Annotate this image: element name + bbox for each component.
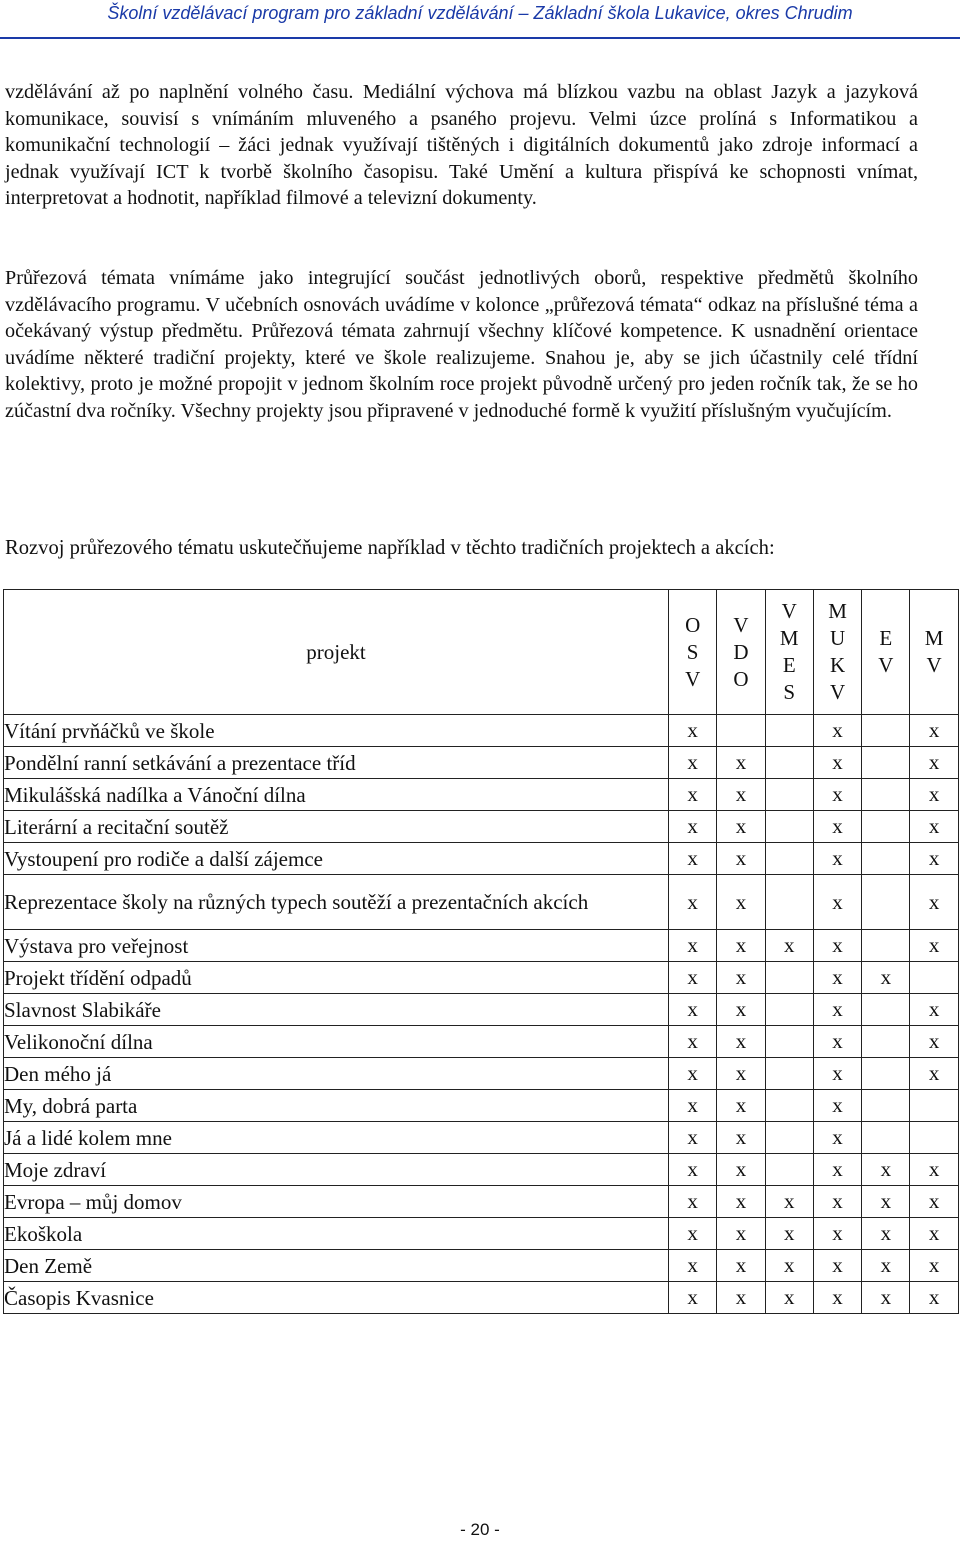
topic-mark-cell [765, 811, 813, 843]
topic-mark-cell: x [669, 962, 717, 994]
topic-mark-cell: x [813, 994, 861, 1026]
topic-mark-cell: x [669, 1154, 717, 1186]
topic-mark-cell [862, 1090, 910, 1122]
topic-mark-cell: x [910, 1186, 958, 1218]
topic-mark-cell [862, 1122, 910, 1154]
page-header [0, 0, 960, 40]
table-row [4, 930, 959, 962]
topic-mark-cell: x [717, 1282, 765, 1314]
table-row [4, 779, 959, 811]
project-name-cell: Vystoupení pro rodiče a další zájemce [4, 843, 669, 875]
topic-mark-cell: x [813, 779, 861, 811]
topic-mark-cell: x [669, 930, 717, 962]
topic-mark-cell: x [862, 1186, 910, 1218]
topic-mark-cell: x [910, 747, 958, 779]
project-name-cell: Výstava pro veřejnost [4, 930, 669, 962]
topic-mark-cell: x [910, 715, 958, 747]
header-title: Školní vzdělávací program pro základní vzdělávání – Základní škola Lukavice, okres Chrudim [107, 3, 853, 23]
topic-mark-cell: x [717, 779, 765, 811]
table-row [4, 962, 959, 994]
table-row [4, 843, 959, 875]
topic-mark-cell: x [717, 1122, 765, 1154]
topic-mark-cell: x [669, 747, 717, 779]
project-name-cell: Ekoškola [4, 1218, 669, 1250]
topic-mark-cell [862, 747, 910, 779]
column-header-letter: V [829, 680, 846, 704]
table-header-row [4, 590, 959, 715]
table-row [4, 1186, 959, 1218]
topic-mark-cell [765, 779, 813, 811]
project-name-cell: Já a lidé kolem mne [4, 1122, 669, 1154]
table-row [4, 1250, 959, 1282]
topic-mark-cell: x [669, 1250, 717, 1282]
topic-mark-cell: x [765, 930, 813, 962]
topic-mark-cell: x [862, 1250, 910, 1282]
topic-mark-cell [765, 843, 813, 875]
topic-mark-cell [765, 1154, 813, 1186]
column-header-letter: O [733, 666, 749, 691]
topic-mark-cell [862, 1026, 910, 1058]
column-header-letter: V [878, 653, 894, 677]
topic-mark-cell [765, 962, 813, 994]
project-name-cell: Časopis Kvasnice [4, 1282, 669, 1314]
topic-mark-cell: x [669, 994, 717, 1026]
topic-mark-cell [765, 715, 813, 747]
project-name-cell: Slavnost Slabikáře [4, 994, 669, 1026]
topic-mark-cell: x [765, 1282, 813, 1314]
topic-mark-cell [765, 1122, 813, 1154]
table-row [4, 1154, 959, 1186]
column-header-osv [669, 590, 717, 715]
topic-mark-cell: x [669, 715, 717, 747]
topic-mark-cell [765, 747, 813, 779]
paragraph-media-education: vzdělávání až po naplnění volného času. Mediální výchova má blízkou vazbu na oblast Jazyk a jazyková komunikace, souvisí s vnímáním mluveného a psaného projevu. Velmi úzce prolíná s Informatikou a komunikační technologií – žáci jednak využívají tištěných i digitálních dokumentů jako zdroje informací a jednak využívají ICT k tvorbě školního časopisu. Také Umění a kultura přispívá ke schopnosti vnímat, interpretovat a hodnotit, například filmové a televizní dokumenty. [5, 81, 918, 210]
project-name-cell: Projekt třídění odpadů [4, 962, 669, 994]
topic-mark-cell: x [813, 1058, 861, 1090]
topic-mark-cell: x [669, 1218, 717, 1250]
project-name-cell: Velikonoční dílna [4, 1026, 669, 1058]
topic-mark-cell: x [717, 1090, 765, 1122]
table-row [4, 1218, 959, 1250]
topic-mark-cell [717, 715, 765, 747]
topic-mark-cell: x [717, 994, 765, 1026]
project-name-cell: My, dobrá parta [4, 1090, 669, 1122]
topic-mark-cell: x [910, 1250, 958, 1282]
topic-mark-cell [765, 875, 813, 930]
topic-mark-cell [862, 779, 910, 811]
topic-mark-cell: x [813, 1122, 861, 1154]
table-row [4, 1058, 959, 1090]
column-header-mukv [813, 590, 861, 715]
topic-mark-cell: x [862, 1282, 910, 1314]
topic-mark-cell: x [717, 930, 765, 962]
topic-mark-cell: x [862, 1154, 910, 1186]
column-header-letter: M [924, 626, 944, 650]
topic-mark-cell: x [669, 875, 717, 930]
topic-mark-cell: x [813, 811, 861, 843]
topic-mark-cell: x [910, 1154, 958, 1186]
topic-mark-cell: x [813, 1282, 861, 1314]
topic-mark-cell [910, 1090, 958, 1122]
column-header-letter: V [781, 599, 797, 623]
column-header-letter: E [879, 626, 893, 650]
column-header-letter: O [685, 612, 701, 637]
column-header-letter: U [829, 626, 846, 650]
topic-mark-cell: x [765, 1250, 813, 1282]
topic-mark-cell: x [813, 1154, 861, 1186]
topic-mark-cell [765, 1090, 813, 1122]
topic-mark-cell [910, 1122, 958, 1154]
table-row [4, 811, 959, 843]
column-header-letter: S [686, 639, 699, 664]
topic-mark-cell: x [669, 1122, 717, 1154]
topic-mark-cell: x [813, 875, 861, 930]
topic-mark-cell: x [813, 962, 861, 994]
project-name-cell: Den Země [4, 1250, 669, 1282]
project-name-cell: Mikulášská nadílka a Vánoční dílna [4, 779, 669, 811]
table-row [4, 1122, 959, 1154]
column-header-letter: M [828, 599, 847, 623]
topic-mark-cell: x [765, 1186, 813, 1218]
topic-mark-cell: x [717, 1026, 765, 1058]
topic-mark-cell: x [910, 779, 958, 811]
topic-mark-cell: x [813, 1090, 861, 1122]
topic-mark-cell [862, 715, 910, 747]
topic-mark-cell: x [813, 930, 861, 962]
project-name-cell: Vítání prvňáčků ve škole [4, 715, 669, 747]
project-name-cell: Moje zdraví [4, 1154, 669, 1186]
topic-mark-cell: x [813, 1218, 861, 1250]
topic-mark-cell: x [669, 1090, 717, 1122]
topic-mark-cell: x [910, 1218, 958, 1250]
topic-mark-cell: x [862, 962, 910, 994]
table-row [4, 994, 959, 1026]
column-header-letter: K [829, 653, 846, 677]
topic-mark-cell: x [910, 1058, 958, 1090]
topic-mark-cell: x [862, 1218, 910, 1250]
topic-mark-cell: x [813, 1026, 861, 1058]
topic-mark-cell: x [717, 1058, 765, 1090]
header-divider [0, 37, 960, 39]
table-row [4, 715, 959, 747]
topic-mark-cell: x [910, 1282, 958, 1314]
project-name-cell: Literární a recitační soutěž [4, 811, 669, 843]
topic-mark-cell: x [717, 875, 765, 930]
topic-mark-cell [765, 1026, 813, 1058]
topic-mark-cell: x [813, 747, 861, 779]
topic-mark-cell: x [717, 1250, 765, 1282]
column-header-letter: V [733, 612, 749, 637]
column-header-letter: S [783, 680, 796, 704]
topic-mark-cell: x [813, 1250, 861, 1282]
column-header-letter: V [926, 653, 942, 677]
topic-mark-cell [862, 1058, 910, 1090]
topic-mark-cell [862, 875, 910, 930]
topic-mark-cell: x [910, 811, 958, 843]
topic-mark-cell: x [717, 1218, 765, 1250]
topic-mark-cell: x [717, 1154, 765, 1186]
column-header-vmes [765, 590, 813, 715]
topic-mark-cell: x [717, 1186, 765, 1218]
topic-mark-cell: x [910, 875, 958, 930]
table-row [4, 1090, 959, 1122]
topic-mark-cell: x [813, 843, 861, 875]
topic-mark-cell [862, 843, 910, 875]
topic-mark-cell [765, 1058, 813, 1090]
topic-mark-cell: x [813, 715, 861, 747]
table-row [4, 1026, 959, 1058]
table-row [4, 875, 959, 930]
table-row [4, 1282, 959, 1314]
topic-mark-cell: x [717, 811, 765, 843]
topic-mark-cell: x [669, 811, 717, 843]
topic-mark-cell: x [717, 962, 765, 994]
project-name-cell: Evropa – můj domov [4, 1186, 669, 1218]
project-name-cell: Den mého já [4, 1058, 669, 1090]
paragraph-cross-curricular-topics: Průřezová témata vnímáme jako integrující součást jednotlivých oborů, respektive předmětů školního vzdělávacího programu. V učebních osnovách uvádíme v kolonce „průřezová témata“ odkaz na příslušné téma a očekávaný výstup předmětu. Průřezová témata zahrnují všechny klíčové kompetence. K usnadnění orientace uvádíme některé tradiční projekty, které ve škole realizujeme. Snahou je, aby se jich účastnily celé třídní kolektivy, proto je možné propojit v jednom školním roce projekt původně určený pro jeden ročník tak, že se ho zúčastní dva ročníky. Všechny projekty jsou připravené v jednoduché formě k využití příslušným vyučujícím. [5, 267, 918, 422]
topic-mark-cell [862, 811, 910, 843]
paragraph-table-intro: Rozvoj průřezového tématu uskutečňujeme například v těchto tradičních projektech a akcích: [5, 537, 775, 559]
topic-mark-cell: x [813, 1186, 861, 1218]
table-row [4, 747, 959, 779]
topic-mark-cell: x [669, 779, 717, 811]
column-header-project: projekt [4, 590, 669, 715]
column-header-ev [862, 590, 910, 715]
project-name-cell: Pondělní ranní setkávání a prezentace tříd [4, 747, 669, 779]
table-body [4, 715, 959, 1314]
topic-mark-cell [765, 994, 813, 1026]
topic-mark-cell [910, 962, 958, 994]
topic-mark-cell: x [717, 843, 765, 875]
topic-mark-cell: x [765, 1218, 813, 1250]
topic-mark-cell: x [910, 994, 958, 1026]
column-header-letter: E [782, 653, 796, 677]
topic-mark-cell: x [669, 843, 717, 875]
page-number: - 20 - [460, 1520, 500, 1539]
column-header-letter: V [685, 666, 701, 691]
project-name-cell: Reprezentace školy na různých typech soutěží a prezentačních akcích [4, 875, 669, 930]
topic-mark-cell: x [669, 1282, 717, 1314]
topic-mark-cell: x [910, 843, 958, 875]
topic-mark-cell: x [669, 1058, 717, 1090]
topic-mark-cell: x [910, 930, 958, 962]
column-header-letter: M [779, 626, 799, 650]
column-header-mv [910, 590, 958, 715]
projects-table [3, 589, 959, 1314]
topic-mark-cell: x [669, 1026, 717, 1058]
column-header-letter: D [733, 639, 749, 664]
topic-mark-cell: x [910, 1026, 958, 1058]
topic-mark-cell: x [669, 1186, 717, 1218]
topic-mark-cell [862, 994, 910, 1026]
column-header-vdo [717, 590, 765, 715]
topic-mark-cell: x [717, 747, 765, 779]
topic-mark-cell [862, 930, 910, 962]
